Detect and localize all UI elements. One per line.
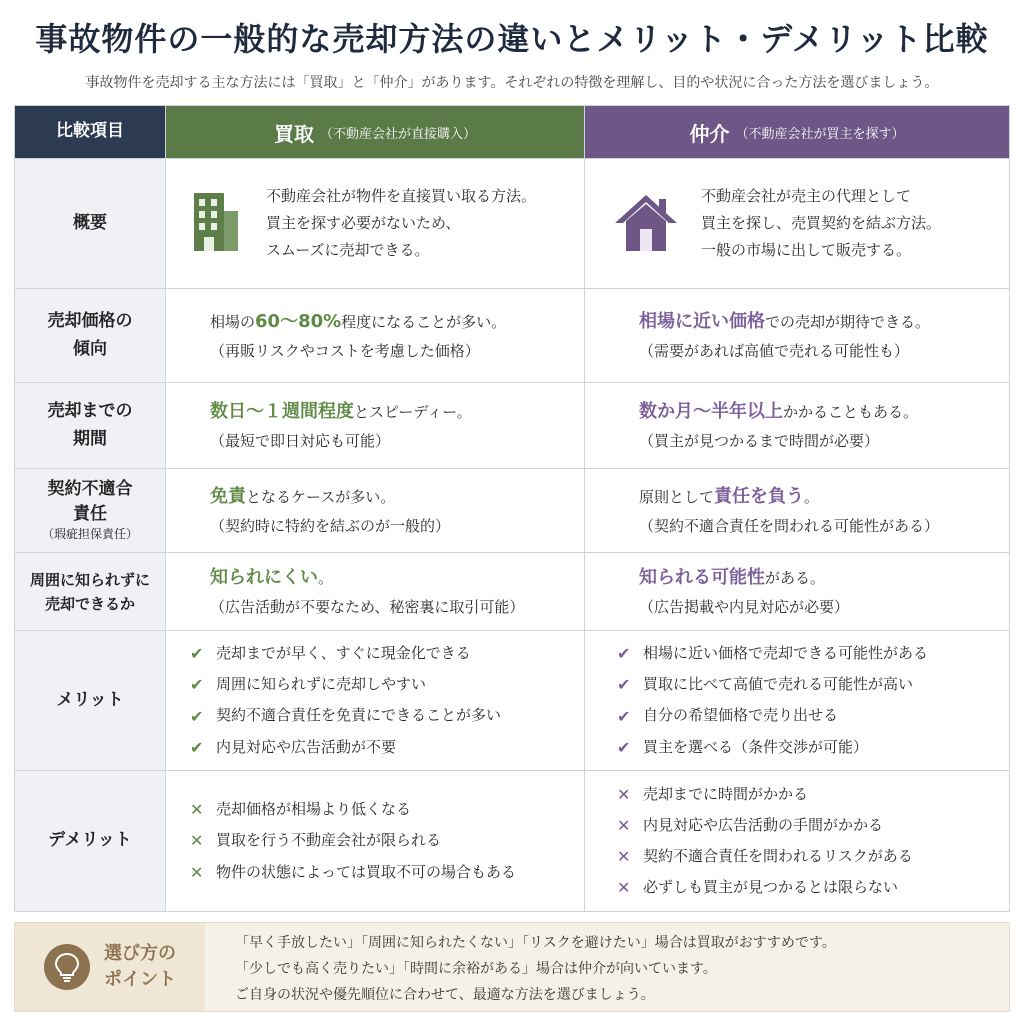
period-mediation-cell — [585, 383, 1009, 468]
demerit-text: 必ずしも買主が見つかるとは限らない — [643, 878, 899, 897]
period-buy-text: とスピーディー。 — [354, 402, 472, 421]
cross-icon: ✕ — [190, 800, 204, 820]
header-label: 比較項目 — [15, 106, 166, 158]
privacy-mediation-note: （広告掲載や内見対応が必要） — [639, 598, 850, 617]
house-icon — [613, 193, 679, 255]
check-icon: ✔ — [617, 644, 631, 664]
overview-mediation-line: 買主を探し、売買契約を結ぶ方法。 — [701, 214, 942, 232]
price-buy-text: 相場の — [210, 312, 256, 331]
header-buy-subtitle: （不動産会社が直接購入） — [319, 126, 476, 142]
liability-mediation-cell — [585, 469, 1009, 552]
row-label-text: 周囲に知られずに — [29, 570, 150, 589]
header-buy — [166, 106, 585, 158]
tips-body — [205, 923, 836, 1011]
overview-mediation-line: 一般の市場に出して販売する。 — [701, 241, 912, 259]
merits-buy-cell — [166, 631, 585, 770]
row-label-text: 契約不適合 — [47, 479, 133, 500]
tips-title: 選び方の — [104, 942, 176, 964]
privacy-mediation-cell — [585, 553, 1009, 630]
lightbulb-icon — [44, 944, 90, 990]
merit-text: 自分の希望価格で売り出せる — [643, 706, 839, 725]
list-item — [190, 825, 516, 856]
merit-text: 相場に近い価格で売却できる可能性がある — [643, 644, 929, 663]
comparison-table — [14, 105, 1010, 912]
row-label-text: 売却までの — [47, 401, 133, 422]
list-item — [190, 857, 516, 888]
price-buy-text: 程度になることが多い。 — [341, 312, 507, 331]
merit-text: 買主を選べる（条件交渉が可能） — [643, 737, 869, 756]
period-buy-note: （最短で即日対応も可能） — [210, 432, 391, 451]
header-mediation — [585, 106, 1009, 158]
cross-icon: ✕ — [617, 847, 631, 866]
price-mediation-cell — [585, 289, 1009, 382]
liability-mediation-text: 。 — [804, 487, 820, 506]
period-mediation-text: かかることもある。 — [783, 402, 919, 421]
table-header-row — [15, 106, 1009, 159]
merit-text: 売却までが早く、すぐに現金化できる — [216, 644, 471, 663]
row-label-text: 責任 — [72, 503, 107, 524]
row-label-price — [15, 289, 166, 382]
merit-text: 契約不適合責任を免責にできることが多い — [216, 706, 502, 725]
cross-icon: ✕ — [190, 831, 204, 851]
period-mediation-note: （買主が見つかるまで時間が必要） — [639, 432, 880, 451]
check-icon: ✔ — [190, 737, 204, 757]
list-item — [617, 841, 913, 872]
overview-buy-line: 不動産会社が物件を直接買い取る方法。 — [266, 187, 537, 205]
privacy-mediation-text: がある。 — [765, 568, 826, 587]
demerits-buy-cell — [166, 771, 585, 911]
row-label-privacy — [15, 553, 166, 630]
privacy-buy-cell — [166, 553, 585, 630]
liability-buy-highlight: 免責 — [210, 485, 246, 507]
check-icon: ✔ — [617, 706, 631, 726]
row-label-subtext: （瑕疵担保責任） — [41, 527, 138, 542]
table-row-price — [15, 289, 1009, 383]
demerit-text: 物件の状態によっては買取不可の場合もある — [216, 862, 517, 881]
row-label-liability — [15, 469, 166, 552]
cross-icon: ✕ — [617, 815, 631, 835]
price-buy-cell — [166, 289, 585, 382]
table-row-liability — [15, 469, 1009, 553]
list-item — [617, 872, 913, 903]
list-item — [190, 638, 501, 669]
check-icon: ✔ — [190, 675, 204, 695]
privacy-mediation-highlight: 知られる可能性 — [639, 566, 765, 588]
price-buy-highlight: 60〜80% — [255, 310, 342, 332]
row-label-demerits: デメリット — [15, 771, 166, 911]
price-mediation-text: での売却が期待できる。 — [765, 312, 931, 331]
row-label-text: 売却できるか — [44, 594, 135, 613]
privacy-buy-highlight: 知られにくい — [210, 566, 318, 588]
liability-buy-note: （契約時に特約を結ぶのが一般的） — [210, 517, 451, 536]
table-row-privacy — [15, 553, 1009, 631]
list-item — [617, 701, 928, 732]
demerit-text: 買取を行う不動産会社が限られる — [216, 831, 442, 850]
table-row-merits — [15, 631, 1009, 771]
overview-buy-cell — [166, 159, 585, 288]
demerit-text: 売却価格が相場より低くなる — [216, 800, 412, 819]
header-buy-title: 買取 — [273, 121, 314, 146]
list-item — [617, 669, 928, 700]
list-item — [190, 701, 501, 732]
merit-text: 周囲に知られずに売却しやすい — [216, 675, 427, 694]
demerits-mediation-cell — [585, 771, 1009, 911]
list-item — [617, 779, 913, 810]
tips-heading — [15, 923, 205, 1011]
demerit-text: 内見対応や広告活動の手間がかかる — [643, 815, 884, 834]
price-mediation-note: （需要があれば高値で売れる可能性も） — [639, 342, 910, 361]
list-item — [190, 669, 501, 700]
merit-text: 内見対応や広告活動が不要 — [216, 737, 397, 756]
row-label-merits: メリット — [15, 631, 166, 770]
table-row-period — [15, 383, 1009, 469]
cross-icon: ✕ — [617, 878, 631, 898]
liability-mediation-highlight: 責任を負う — [714, 485, 805, 507]
tips-line: 「早く手放したい」「周囲に知られたくない」「リスクを避けたい」場合は買取がおすすめです。 — [235, 935, 836, 951]
period-buy-highlight: 数日〜１週間程度 — [210, 400, 354, 422]
check-icon: ✔ — [190, 644, 204, 664]
demerit-text: 契約不適合責任を問われるリスクがある — [643, 846, 913, 865]
list-item — [617, 810, 913, 841]
table-row-demerits — [15, 771, 1009, 911]
price-buy-note: （再販リスクやコストを考慮した価格） — [210, 342, 480, 361]
merits-mediation-cell — [585, 631, 1009, 770]
list-item — [190, 732, 501, 763]
merit-text: 買取に比べて高値で売れる可能性が高い — [643, 675, 914, 694]
table-row-overview — [15, 159, 1009, 289]
check-icon: ✔ — [617, 675, 631, 695]
tips-line: 「少しでも高く売りたい」「時間に余裕がある」場合は仲介が向いています。 — [235, 960, 717, 977]
price-mediation-highlight: 相場に近い価格 — [639, 310, 765, 332]
header-mediation-title: 仲介 — [689, 121, 730, 146]
period-buy-cell — [166, 383, 585, 468]
row-label-overview: 概要 — [15, 159, 166, 288]
liability-mediation-text: 原則として — [639, 487, 715, 506]
row-label-text: 売却価格の — [47, 311, 133, 332]
privacy-buy-note: （広告活動が不要なため、秘密裏に取引可能） — [210, 598, 525, 617]
period-mediation-highlight: 数か月〜半年以上 — [639, 400, 783, 422]
overview-buy-line: 買主を探す必要がないため、 — [266, 214, 461, 232]
tips-line: ご自身の状況や優先順位に合わせて、最適な方法を選びましょう。 — [235, 986, 655, 1003]
row-label-text: 傾向 — [73, 338, 107, 359]
list-item — [617, 638, 928, 669]
liability-buy-cell — [166, 469, 585, 552]
tips-title: ポイント — [104, 969, 176, 990]
list-item — [617, 732, 928, 763]
row-label-text: 期間 — [73, 428, 107, 449]
privacy-buy-text: 。 — [318, 568, 334, 587]
list-item — [190, 794, 516, 825]
demerit-text: 売却までに時間がかかる — [643, 784, 809, 803]
liability-mediation-note: （契約不適合責任を問われる可能性がある） — [639, 517, 940, 536]
header-mediation-subtitle: （不動産会社が買主を探す） — [735, 126, 905, 142]
overview-mediation-cell — [585, 159, 1009, 288]
overview-buy-line: スムーズに売却できる。 — [266, 241, 430, 259]
overview-mediation-line: 不動産会社が売主の代理として — [701, 187, 912, 205]
cross-icon: ✕ — [617, 784, 631, 804]
check-icon: ✔ — [617, 737, 631, 757]
selection-tips-box — [14, 922, 1010, 1012]
cross-icon: ✕ — [190, 862, 204, 882]
liability-buy-text: となるケースが多い。 — [246, 487, 396, 506]
page-title: 事故物件の一般的な売却方法の違いとメリット・デメリット比較 — [35, 20, 989, 58]
row-label-period — [15, 383, 166, 468]
check-icon: ✔ — [190, 706, 204, 726]
building-icon — [194, 193, 238, 255]
page-subtitle: 事故物件を売却する主な方法には「買取」と「仲介」があります。それぞれの特徴を理解し、目的や状況に合った方法を選びましょう。 — [85, 75, 939, 91]
